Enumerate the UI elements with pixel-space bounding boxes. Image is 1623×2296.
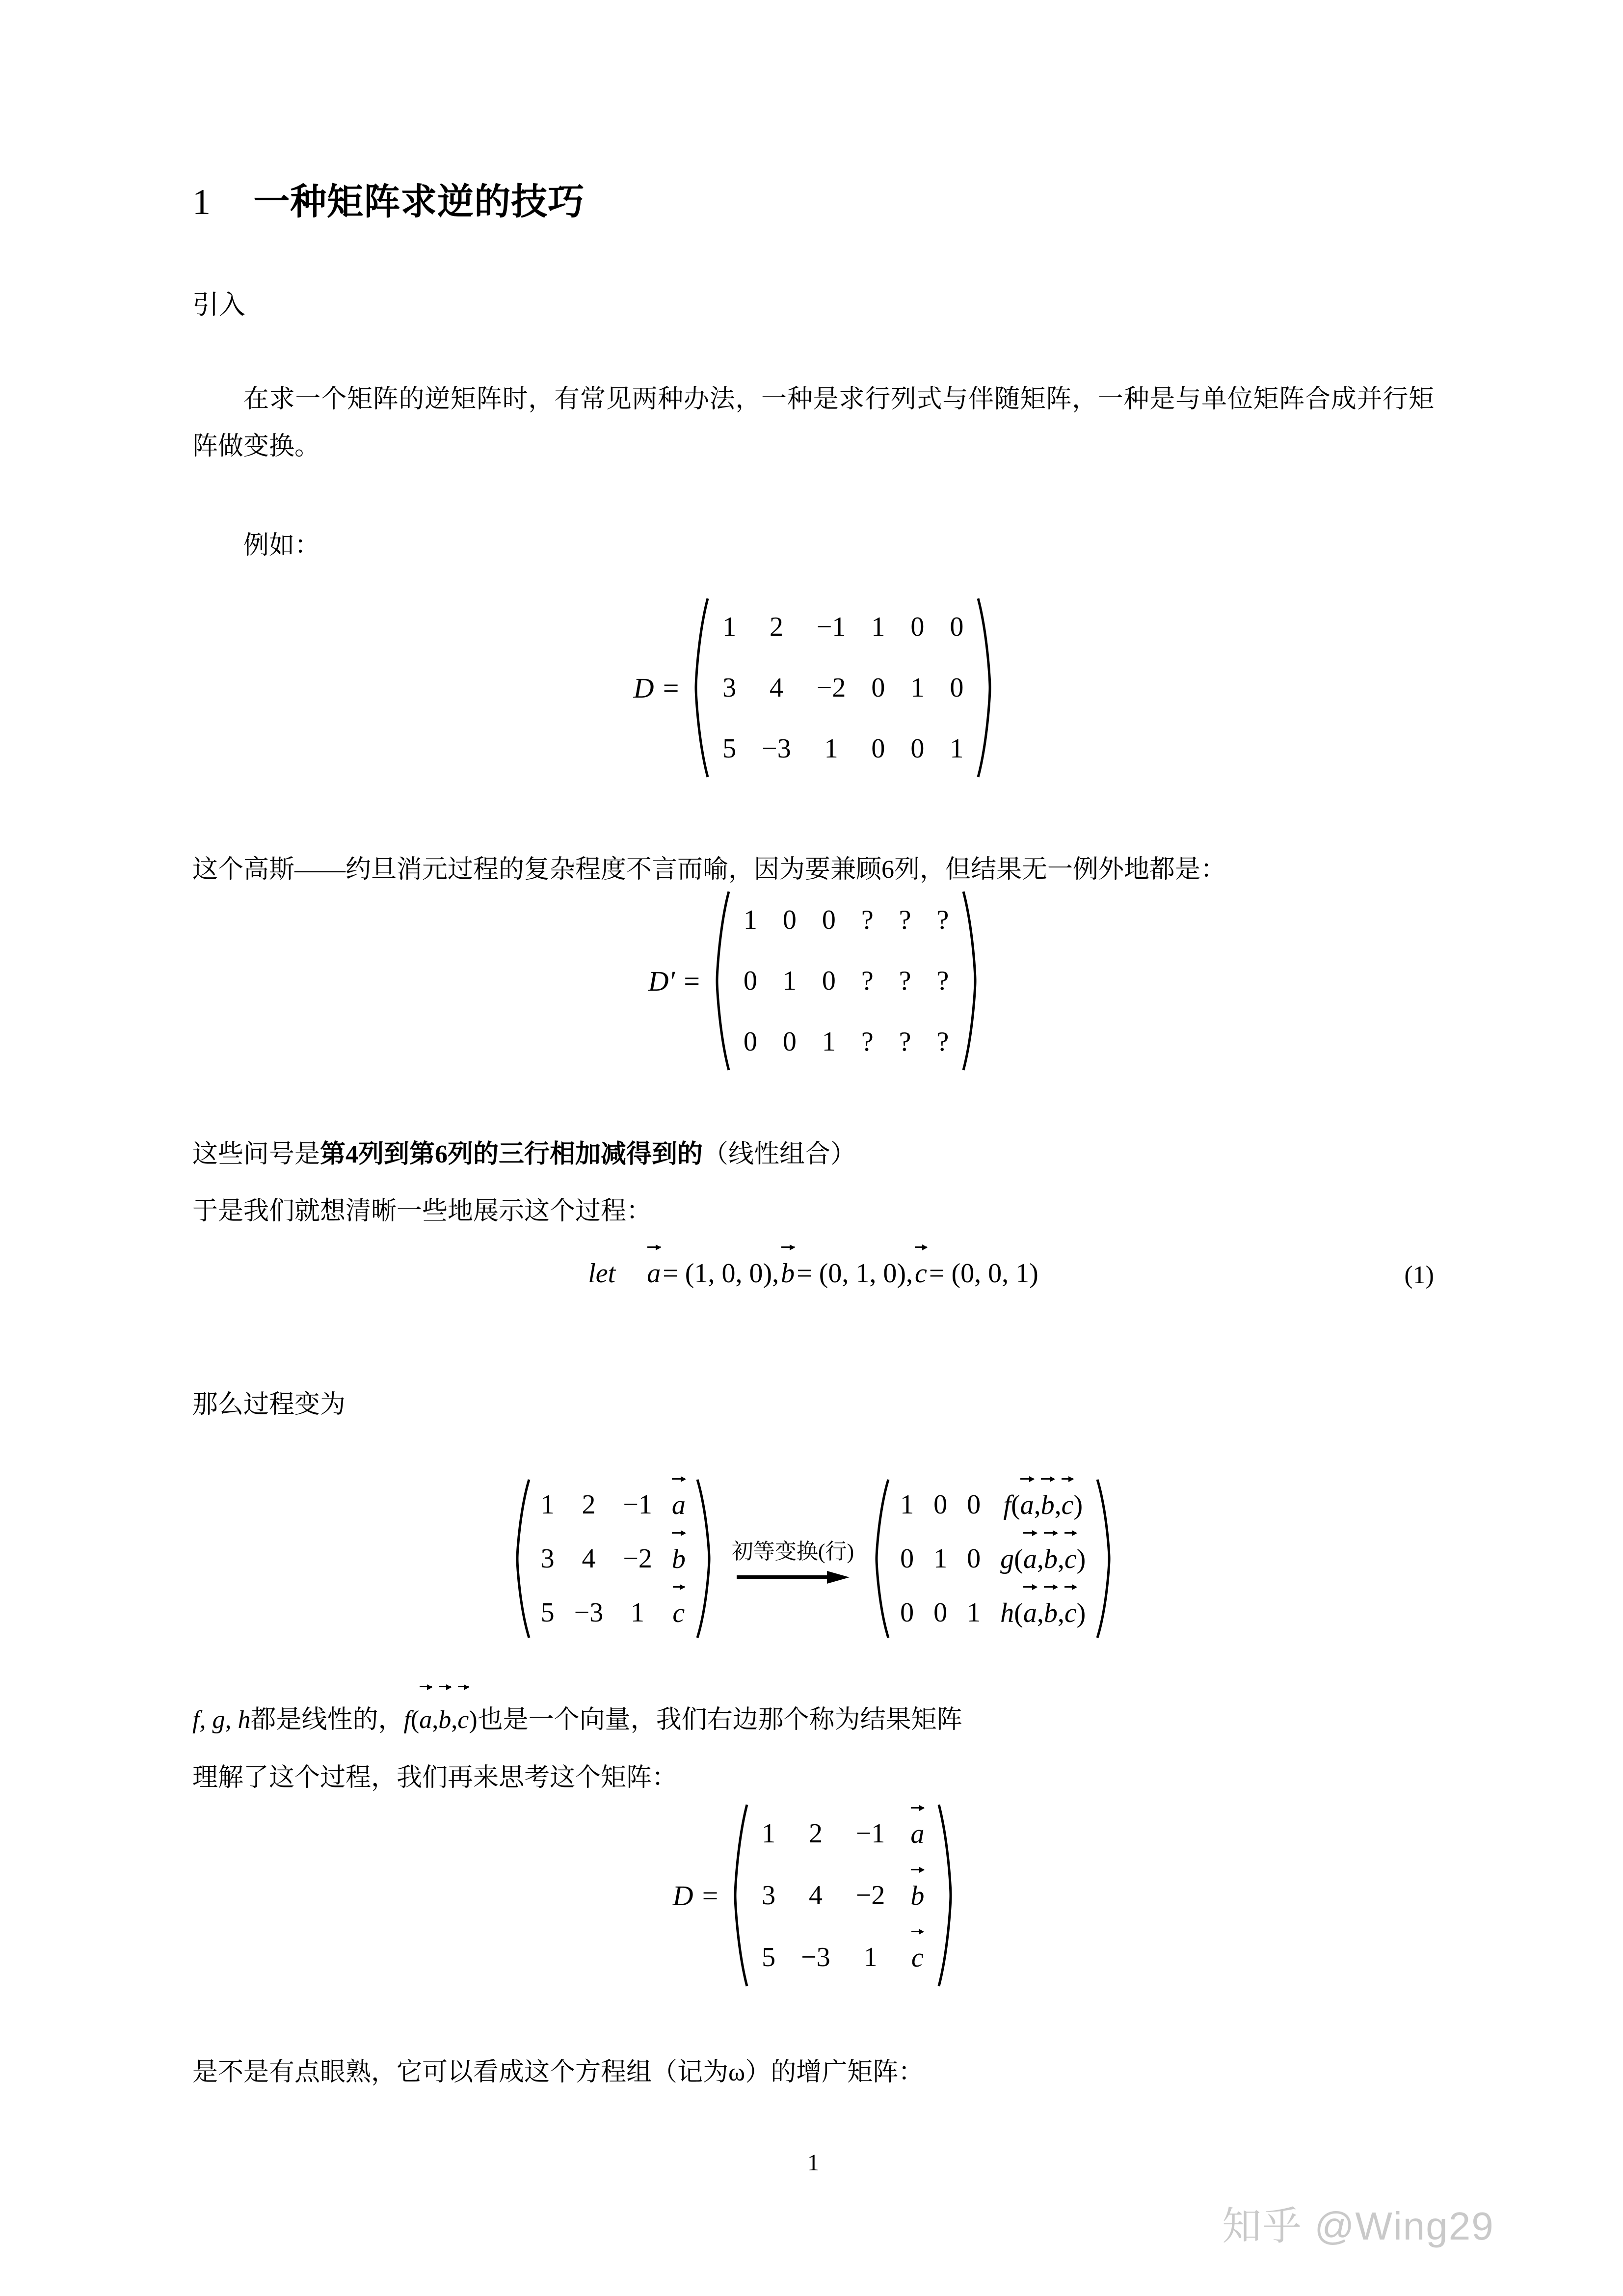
transform-left-body bbox=[531, 1478, 695, 1640]
matrix-cell: 0 bbox=[950, 673, 964, 703]
right-paren-icon bbox=[976, 596, 993, 779]
matrix-cell: 0 bbox=[743, 1026, 757, 1057]
vector-b: b bbox=[672, 1542, 686, 1575]
table-row bbox=[731, 1011, 962, 1072]
right-paren-icon bbox=[961, 890, 978, 1072]
matrix-cell: 4 bbox=[582, 1543, 596, 1574]
right-paren-icon bbox=[695, 1478, 712, 1640]
left-paren-icon bbox=[514, 1478, 531, 1640]
table-row bbox=[749, 1803, 937, 1864]
vector-a: a bbox=[1023, 1596, 1037, 1629]
matrix-cell: 0 bbox=[910, 733, 925, 764]
matrix-cell: 3 bbox=[722, 673, 737, 703]
page-number: 1 bbox=[807, 2150, 819, 2176]
right-paren-icon bbox=[937, 1803, 954, 1988]
vector-c: c bbox=[672, 1596, 685, 1629]
vector-a: a bbox=[1023, 1542, 1037, 1575]
matrix-cell: −2 bbox=[816, 673, 846, 703]
matrix-d bbox=[634, 596, 993, 779]
matrix-cell: 0 bbox=[871, 673, 885, 703]
intro-paragraph: 在求一个矩阵的逆矩阵时，有常见两种办法，一种是求行列式与伴随矩阵，一种是与单位矩阵合成并行矩阵做变换。 bbox=[192, 385, 1434, 460]
matrix-cell-fn: h(a,b,c) bbox=[990, 1586, 1095, 1640]
left-paren-icon bbox=[693, 596, 710, 779]
matrix-cell: 1 bbox=[910, 673, 925, 703]
matrix-cell: 0 bbox=[933, 1489, 948, 1520]
familiar-note: 是不是有点眼熟，它可以看成这个方程组（记为ω）的增广矩阵： bbox=[192, 2058, 924, 2086]
table-row bbox=[890, 1478, 1095, 1532]
matrix-cell: 0 bbox=[950, 612, 964, 642]
matrix-cell: 0 bbox=[822, 905, 836, 935]
section-number: 1 bbox=[192, 182, 211, 222]
matrix-cell: 0 bbox=[743, 966, 757, 996]
matrix-d-vec-body bbox=[749, 1803, 937, 1988]
matrix-cell: ? bbox=[899, 905, 911, 935]
matrix-cell: ? bbox=[936, 905, 949, 935]
transform-right-matrix bbox=[874, 1478, 1112, 1640]
table-row bbox=[710, 657, 976, 718]
fgh-symbols: f, g, h bbox=[192, 1706, 251, 1734]
matrix-cell: −1 bbox=[816, 612, 846, 642]
vector-c: c bbox=[1062, 1488, 1074, 1521]
matrix-cell: 2 bbox=[769, 612, 783, 642]
left-paren-icon bbox=[874, 1478, 890, 1640]
matrix-cell: 0 bbox=[900, 1543, 914, 1574]
matrix-cell: 4 bbox=[769, 673, 783, 703]
equation-1-label: (1) bbox=[1404, 1261, 1434, 1289]
matrix-cell: −2 bbox=[855, 1880, 885, 1911]
section-title-text: 一种矩阵求逆的技巧 bbox=[253, 181, 585, 222]
matrix-cell: 1 bbox=[967, 1597, 981, 1628]
matrix-cell: −3 bbox=[762, 733, 791, 764]
matrix-d-body bbox=[710, 596, 976, 779]
vector-a: a bbox=[672, 1488, 686, 1521]
vector-a: a bbox=[910, 1817, 924, 1850]
matrix-cell: 2 bbox=[582, 1489, 596, 1520]
matrix-cell: 0 bbox=[910, 612, 925, 642]
matrix-cell: ? bbox=[936, 966, 949, 996]
matrix-cell: 0 bbox=[933, 1597, 948, 1628]
qm-note-bold: 第4列到第6列的三行相加减得到的 bbox=[320, 1140, 703, 1168]
vector-c: c bbox=[1064, 1596, 1077, 1629]
tuple-b: = (0, 1, 0), bbox=[797, 1258, 913, 1289]
vector-b: b bbox=[438, 1696, 451, 1744]
matrix-cell: 0 bbox=[782, 905, 797, 935]
table-row bbox=[890, 1532, 1095, 1586]
matrix-d-display bbox=[192, 596, 1434, 779]
vector-c: c bbox=[915, 1257, 927, 1289]
matrix-cell: 5 bbox=[762, 1942, 776, 1972]
matrix-cell: 0 bbox=[900, 1597, 914, 1628]
vector-b: b bbox=[1044, 1596, 1058, 1629]
vector-b: b bbox=[1041, 1488, 1055, 1521]
vector-b: b bbox=[781, 1257, 795, 1289]
fn-g: g bbox=[1000, 1544, 1014, 1574]
table-row bbox=[749, 1926, 937, 1988]
transform-diagram bbox=[192, 1478, 1434, 1640]
matrix-cell: ? bbox=[936, 1026, 949, 1057]
table-row bbox=[731, 950, 962, 1011]
matrix-cell: 2 bbox=[808, 1818, 823, 1849]
matrix-cell: 5 bbox=[540, 1597, 555, 1628]
fgh-linear-note: f, g, h都是线性的，f(a,b,c)也是一个向量，我们右边那个称为结果矩阵 bbox=[192, 1696, 962, 1744]
matrix-cell: 0 bbox=[967, 1543, 981, 1574]
matrix-cell: 3 bbox=[762, 1880, 776, 1911]
matrix-cell: 1 bbox=[743, 905, 757, 935]
qm-note-pre: 这些问号是 bbox=[192, 1140, 320, 1168]
qm-note-post: （线性组合） bbox=[703, 1140, 856, 1168]
matrix-cell: 1 bbox=[824, 733, 838, 764]
matrix-d-vec-display bbox=[192, 1803, 1434, 1988]
fn-f: f bbox=[403, 1706, 411, 1734]
watermark: 知乎 @Wing29 bbox=[1222, 2204, 1494, 2248]
matrix-dprime-body bbox=[731, 890, 962, 1072]
matrix-d-label: D = bbox=[633, 672, 681, 704]
matrix-cell: 1 bbox=[722, 612, 737, 642]
vector-a: a bbox=[419, 1696, 432, 1744]
matrix-cell: 0 bbox=[782, 1026, 797, 1057]
table-row bbox=[731, 890, 962, 950]
vector-a: a bbox=[1020, 1488, 1034, 1521]
matrix-cell: ? bbox=[899, 966, 911, 996]
fn-f: f bbox=[1003, 1490, 1011, 1520]
vector-c: c bbox=[457, 1696, 469, 1744]
let-keyword: let bbox=[588, 1258, 616, 1289]
matrix-dprime-label: D′ = bbox=[648, 965, 701, 997]
matrix-cell: ? bbox=[861, 905, 874, 935]
transform-arrow-label: 初等变换(行) bbox=[731, 1540, 854, 1564]
example-lead: 例如： bbox=[243, 532, 320, 560]
matrix-cell: 1 bbox=[871, 612, 885, 642]
elementary-row-transform bbox=[732, 1534, 854, 1584]
right-arrow-icon bbox=[737, 1571, 850, 1584]
vector-c: c bbox=[911, 1941, 924, 1973]
transform-left-matrix bbox=[514, 1478, 712, 1640]
matrix-cell: 1 bbox=[933, 1543, 948, 1574]
tuple-a: = (1, 0, 0), bbox=[663, 1258, 779, 1289]
fgh-note-mid: 都是线性的， bbox=[250, 1706, 404, 1734]
matrix-cell: 1 bbox=[822, 1026, 836, 1057]
matrix-cell: −3 bbox=[801, 1942, 830, 1972]
matrix-cell: 5 bbox=[722, 733, 737, 764]
question-marks-note bbox=[192, 1131, 856, 1178]
then-process-note: 那么过程变为 bbox=[192, 1391, 346, 1419]
matrix-cell: 3 bbox=[540, 1543, 555, 1574]
table-row bbox=[890, 1586, 1095, 1640]
matrix-cell-fn: f(a,b,c) bbox=[990, 1478, 1095, 1532]
vector-a: a bbox=[647, 1257, 661, 1289]
left-paren-icon bbox=[714, 890, 731, 1072]
vector-b: b bbox=[1044, 1542, 1058, 1575]
vector-b: b bbox=[910, 1879, 924, 1912]
table-row bbox=[710, 596, 976, 657]
matrix-cell: ? bbox=[899, 1026, 911, 1057]
matrix-cell: 1 bbox=[762, 1818, 776, 1849]
transform-right-body bbox=[890, 1478, 1095, 1640]
left-paren-icon bbox=[732, 1803, 749, 1988]
matrix-cell: 1 bbox=[863, 1942, 878, 1972]
matrix-cell: 1 bbox=[900, 1489, 914, 1520]
matrix-cell: 1 bbox=[950, 733, 964, 764]
page-title bbox=[192, 173, 585, 225]
tuple-c: = (0, 0, 1) bbox=[929, 1258, 1038, 1289]
matrix-cell-fn: g(a,b,c) bbox=[990, 1532, 1095, 1586]
matrix-d-vec bbox=[673, 1803, 954, 1988]
matrix-cell: ? bbox=[861, 1026, 874, 1057]
fgh-note-tail: 也是一个向量，我们右边那个称为结果矩阵 bbox=[477, 1706, 962, 1734]
equation-1-display bbox=[192, 1257, 1434, 1289]
matrix-cell: 1 bbox=[631, 1597, 645, 1628]
clarify-note: 于是我们就想清晰一些地展示这个过程： bbox=[192, 1197, 652, 1225]
matrix-d-vec-label: D = bbox=[672, 1879, 720, 1912]
vector-c: c bbox=[1064, 1542, 1077, 1575]
matrix-dprime bbox=[648, 890, 979, 1072]
matrix-cell: 0 bbox=[967, 1489, 981, 1520]
fn-h: h bbox=[1000, 1598, 1014, 1628]
matrix-cell: −2 bbox=[623, 1543, 652, 1574]
table-row bbox=[749, 1864, 937, 1926]
gauss-jordan-comment: 这个高斯——约旦消元过程的复杂程度不言而喻，因为要兼顾6列，但结果无一例外地都是： bbox=[192, 856, 1226, 884]
matrix-cell: −3 bbox=[574, 1597, 604, 1628]
matrix-cell: −1 bbox=[855, 1818, 885, 1849]
matrix-cell: 0 bbox=[871, 733, 885, 764]
matrix-cell: 1 bbox=[782, 966, 797, 996]
understood-note: 理解了这个过程，我们再来思考这个矩阵： bbox=[192, 1764, 678, 1792]
matrix-cell: 0 bbox=[822, 966, 836, 996]
matrix-dprime-display bbox=[192, 890, 1434, 1072]
matrix-cell: 1 bbox=[540, 1489, 555, 1520]
table-row bbox=[531, 1532, 695, 1586]
table-row bbox=[531, 1586, 695, 1640]
matrix-cell: −1 bbox=[623, 1489, 652, 1520]
matrix-cell: 4 bbox=[808, 1880, 823, 1911]
table-row bbox=[531, 1478, 695, 1532]
right-paren-icon bbox=[1095, 1478, 1112, 1640]
table-row bbox=[710, 718, 976, 779]
subsection-title: 引入 bbox=[192, 290, 245, 320]
matrix-cell: ? bbox=[861, 966, 874, 996]
